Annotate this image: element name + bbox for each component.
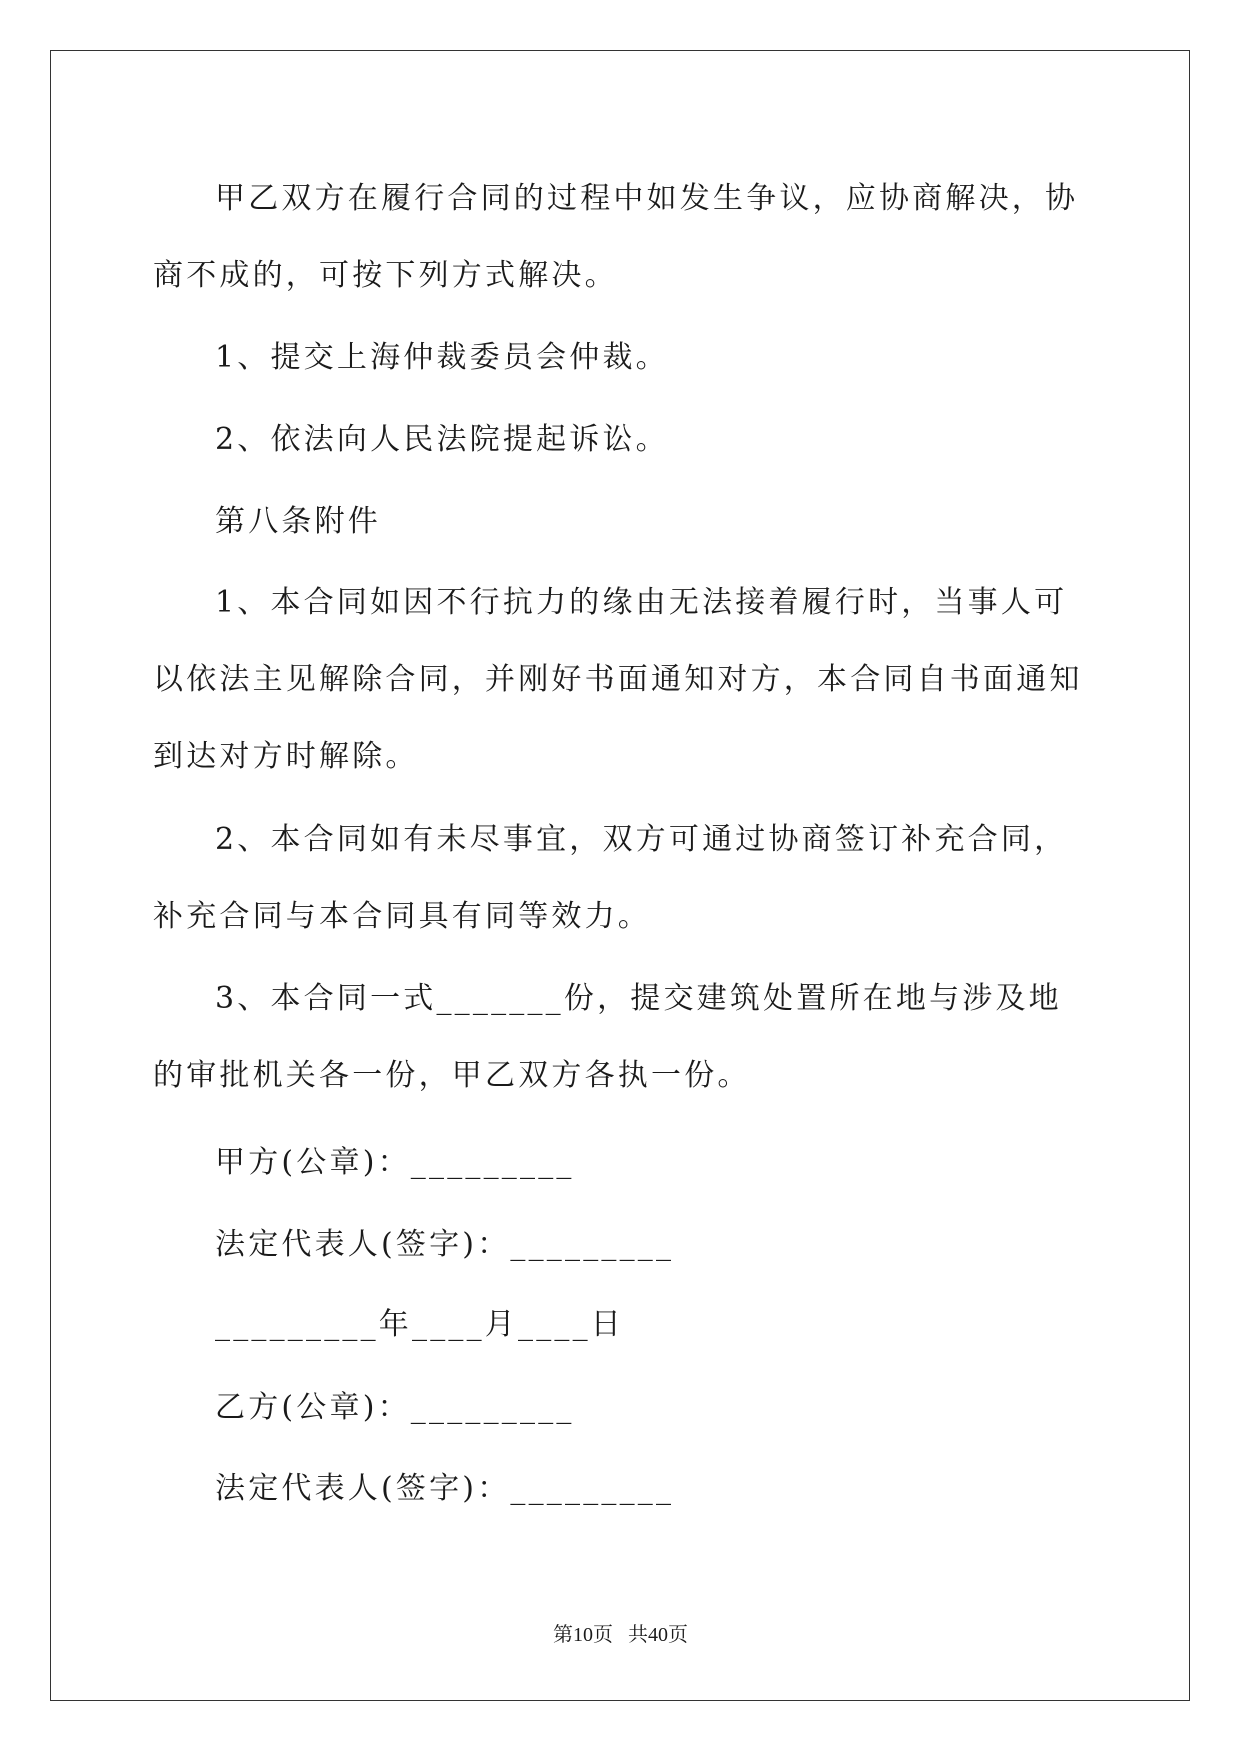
page-number-current: 第10页 (553, 1624, 613, 1646)
page-number-total: 共40页 (628, 1624, 688, 1646)
section-heading-article-eight: 第八条附件 (215, 504, 381, 539)
paragraph-arbitration: 1、提交上海仲裁委员会仲裁。 (215, 340, 669, 375)
paragraph-dispute-resolution: 甲乙双方在履行合同的过程中如发生争议，应协商解决，协商不成的，可按下列方式解决。 (153, 181, 1079, 293)
party-b-seal-line: 乙方(公章)：_________ (215, 1390, 575, 1425)
paragraph-force-majeure: 1、本合同如因不行抗力的缘由无法接着履行时，当事人可以依法主见解除合同，并刚好书面通知对方，本合同自书面通知到达对方时解除。 (153, 585, 1083, 774)
party-b-representative-line: 法定代表人(签字)：_________ (215, 1471, 675, 1506)
paragraph-litigation: 2、依法向人民法院提起诉讼。 (215, 422, 669, 457)
party-a-representative-line: 法定代表人(签字)：_________ (215, 1227, 675, 1262)
paragraph-copies: 3、本合同一式_______份，提交建筑处置所在地与涉及地的审批机关各一份，甲乙双方各执一份。 (153, 981, 1062, 1093)
date-line: _________年____月____日 (215, 1307, 624, 1342)
paragraph-supplementary-contract: 2、本合同如有未尽事宜，双方可通过协商签订补充合同，补充合同与本合同具有同等效力。 (153, 822, 1068, 934)
party-a-seal-line: 甲方(公章)：_________ (215, 1145, 575, 1180)
footer-spacer (613, 1624, 628, 1646)
page-footer (0, 1618, 1241, 1647)
